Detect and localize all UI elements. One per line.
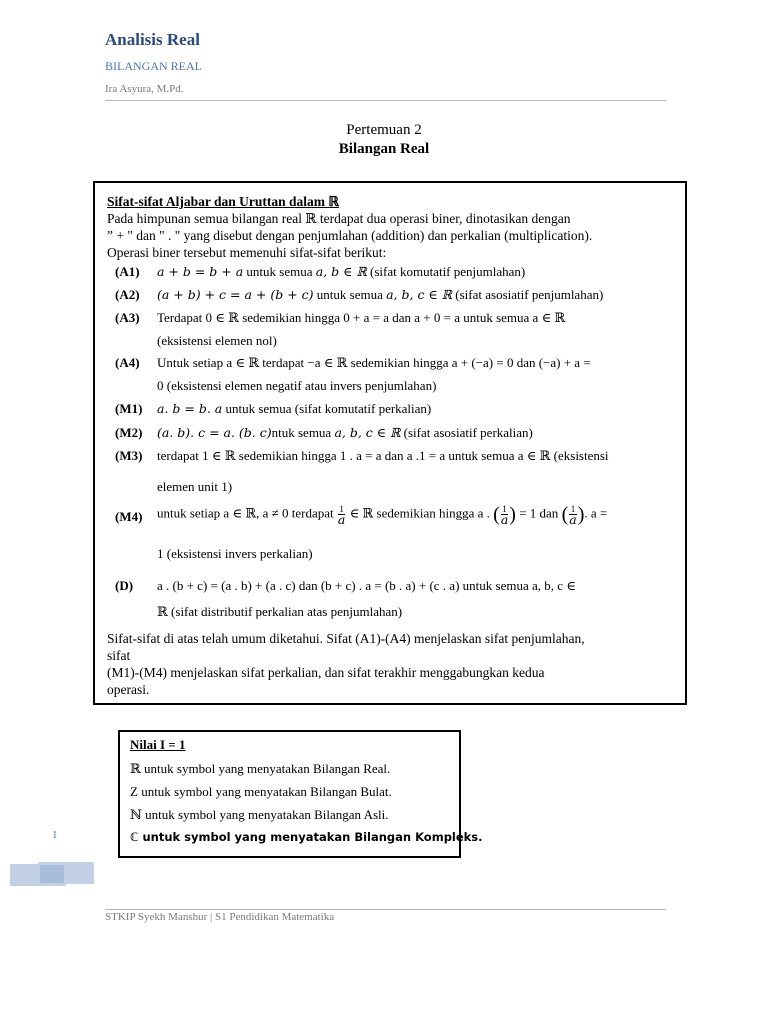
closing-paragraph [107,630,677,698]
property-text: elemen unit 1) [157,479,233,494]
property-text: 0 (eksistensi elemen negatif atau invers penjumlahan) [157,378,437,393]
fraction: $\frac{1}{a}$ [500,504,509,527]
property-label: (M4) [115,509,143,524]
property-text: terdapat 1 ∈ ℝ sedemikian hingga 1 . a = a dan a .1 = a untuk semua a ∈ ℝ (eksistensi [157,448,609,463]
property-text: Untuk setiap a ∈ ℝ terdapat −a ∈ ℝ sedemikian hingga a + (−a) = 0 dan (−a) + a = [157,355,591,370]
section-title: Sifat-sifat Aljabar dan Uruttan dalam ℝ [107,194,340,209]
topic-title: Bilangan Real [338,141,430,157]
nilai-title: Nilai I = 1 [130,737,186,752]
property-m3 [107,448,673,496]
property-a2 [107,287,673,303]
intro-paragraph [107,210,677,261]
property-text: (eksistensi elemen nol) [157,333,277,348]
meeting-title: Pertemuan 2 [346,122,422,138]
property-text: ℝ (sifat distributif perkalian atas penjumlahan) [157,604,403,619]
property-label: (A1) [115,264,140,279]
footer-text: STKIP Syekh Manshur | S1 Pendidikan Matematika [105,911,335,923]
property-label: (M1) [115,401,143,416]
property-label: (D) [115,578,134,593]
property-text: untuk setiap a ∈ ℝ, a ≠ 0 terdapat $\frac{1}{a}$ ∈ ℝ sedemikian hingga a . ( $\frac{1}{a}$ ) = 1 dan ( $\frac{1}{a}$ ). a = [157,503,608,527]
closing-line: (M1)-(M4) menjelaskan sifat perkalian, dan sifat terakhir menggabungkan kedua [107,665,545,680]
property-text: (a. b). c = a. (b. c)ntuk semua a, b, c ∈ ℝ (sifat asosiatif perkalian) [157,425,533,440]
property-m1 [107,401,673,417]
nilai-box [118,730,483,858]
property-label: (M2) [115,425,143,440]
property-a4 [107,355,673,395]
property-label: (A4) [115,355,140,370]
property-m2 [107,425,673,441]
property-a3 [107,310,673,350]
property-text: a. b = b. a untuk semua (sifat komutatif perkalian) [157,401,432,416]
symbol-line: Z untuk symbol yang menyatakan Bilangan Bulat. [130,784,392,799]
properties-box [93,181,687,705]
closing-line: operasi. [107,682,150,697]
header-divider [105,100,666,101]
closing-line: Sifat-sifat di atas telah umum diketahui. Sifat (A1)-(A4) menjelaskan sifat penjumlahan, [107,631,585,646]
fraction: $\frac{1}{a}$ [337,504,346,527]
property-text: a + b = b + a untuk semua a, b ∈ ℝ (sifat komutatif penjumlahan) [157,264,526,279]
page-number: 1 [52,829,58,841]
property-label: (M3) [115,448,143,463]
intro-line: Pada himpunan semua bilangan real ℝ terdapat dua operasi biner, dinotasikan dengan [107,211,571,226]
closing-line: sifat [107,648,131,663]
property-label: (A2) [115,287,140,302]
property-label: (A3) [115,310,140,325]
symbol-line: ℕ untuk symbol yang menyatakan Bilangan Asli. [130,807,389,822]
symbol-line: ℝ untuk symbol yang menyatakan Bilangan Real. [130,761,391,776]
footer-divider [105,909,666,910]
header-subtitle: BILANGAN REAL [105,59,202,73]
intro-line: ” + " dan " . " yang disebut dengan penjumlahan (addition) dan perkalian (multiplication). [107,228,593,243]
symbol-line: ℂ untuk symbol yang menyatakan Bilangan Kompleks. [130,830,483,844]
property-d [107,578,673,620]
property-text: a . (b + c) = (a . b) + (a . c) dan (b + c) . a = (b . a) + (c . a) untuk semua a, b, c ∈ [157,578,576,593]
intro-line: Operasi biner tersebut memenuhi sifat-sifat berikut: [107,245,387,260]
header-title: Analisis Real [105,30,200,49]
property-text: (a + b) + c = a + (b + c) untuk semua a, b, c ∈ ℝ (sifat asosiatif penjumlahan) [157,287,604,302]
fraction: $\frac{1}{a}$ [569,504,577,527]
property-m4 [107,503,673,561]
property-text: 1 (eksistensi invers perkalian) [157,546,313,561]
property-text: Terdapat 0 ∈ ℝ sedemikian hingga 0 + a = a dan a + 0 = a untuk semua a ∈ ℝ [157,310,566,325]
page-shape-graphic [10,862,94,886]
property-a1 [107,264,673,280]
header-author: Ira Asyura, M.Pd. [105,83,184,95]
